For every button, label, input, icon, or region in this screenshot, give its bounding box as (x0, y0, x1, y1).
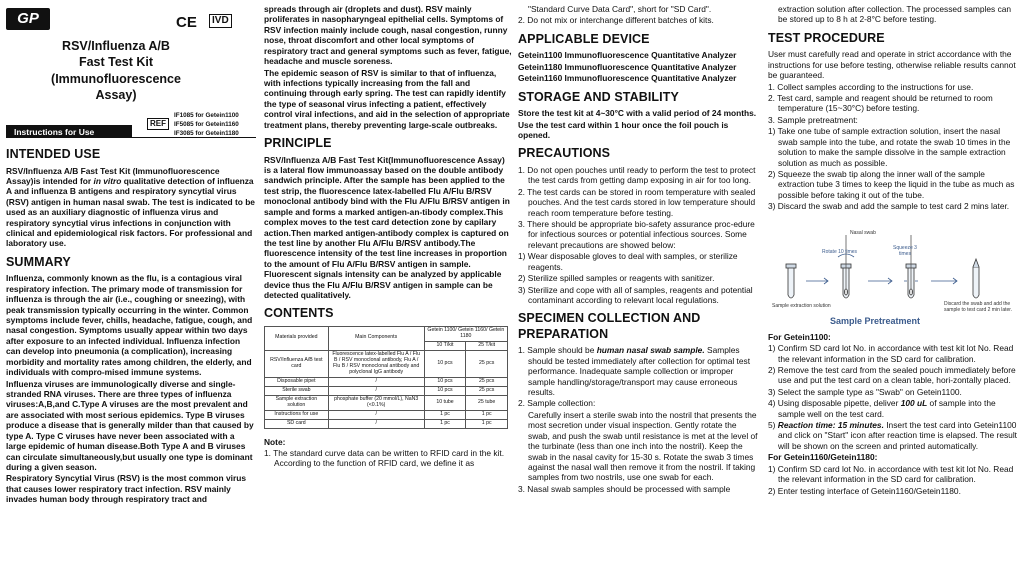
precaution-item: 2. The test cards can be stored in room temperature with sealed pouches. And the test cards stored in low temperature should reach room temperature before testing. (518, 186, 756, 218)
table-header: 10 T/kit (424, 341, 466, 350)
getein1100-step: 4) Using disposable pipette, deliver 100 uL of sample into the sample well on the test card. (768, 398, 996, 419)
device-item: Getein1180 Immunofluorescence Quantitative Analyzer (518, 61, 737, 72)
summary-paragraph: Influenza viruses are immunologically diverse and single-stranded RNA viruses. There are three types of influenza viruses:A,B,and C.Type A viruses are the most prevalent and are associated with most serious epidemics. Type B viruses produce a disease that is generally milder than that caused by type A. Type C viruses have never been associated with a large epidemic of human disease.Both Type A and B viruses can circulate simultaneously,but usually one type is dominant during a given season. (6, 378, 254, 472)
summary-paragraph: Influenza, commonly known as the flu, is a contagious viral respiratory infection. The primary mode of transmission for influenza is through the air (i.e., coughing or sneezing), with peak transmission typically occurring in the winter. Common symptoms include fever, chills, headache, fatigue, cough, and nasal congestion. Symptoms usually appear within two days after exposure to an infected individual. Influenza infection can develop into pneumonia (a complication), increasing morbidity and mortality rates among children, the elderly, and individuals with compro-mised immune systems. (6, 273, 253, 378)
device-item: Getein1160 Immunofluorescence Quantitative Analyzer (518, 73, 737, 84)
intended-use-heading: INTENDED USE (6, 147, 101, 161)
specimen-continued: extraction solution after collection. The processed samples can be stored up to 8 h at 2-8°C before testing. (778, 4, 1012, 25)
table-header: Main Components (328, 326, 424, 350)
procedure-step: 3. Sample pretreatment: (768, 114, 858, 125)
precaution-subitem: 2) Sterilize spilled samples or reagents with sanitizer. (518, 273, 715, 284)
company-logo: GP (6, 8, 50, 30)
table-header: Getein 1100/ Getein 1160/ Getein 1180 (424, 326, 507, 341)
pretreat-step: 2) Squeeze the swab tip along the inner wall of the sample extraction tube 3 times to keep the liquid in the tube as much as possible before taking it out of the tube. (768, 168, 1015, 200)
device-item: Getein1100 Immunofluorescence Quantitative Analyzer (518, 50, 737, 61)
specimen-heading: SPECIMEN COLLECTION AND PREPARATION (518, 311, 701, 341)
procedure-heading: TEST PROCEDURE (768, 30, 885, 45)
column-4 (768, 4, 1020, 574)
getein1100-step: 1) Confirm SD card lot No. in accordance with test kit lot No. Read the relevant information in the SD card for calibration. (768, 343, 1014, 364)
specimen-item: 2. Sample collection: (518, 398, 596, 409)
note-item: 2. Do not mix or interchange different batches of kits. (518, 15, 714, 26)
storage-text: Use the test card within 1 hour once the foil pouch is opened. (518, 119, 729, 140)
rotate-label: Rotate 10 times (822, 248, 858, 255)
ce-mark: CE (176, 14, 197, 31)
discard-swab-label: Discard the swab and add the sample to test card 2 min later. (944, 300, 1013, 313)
precaution-item: 3. There should be appropriate bio-safety assurance proc-edure for infectious sources or potential infectious sources. Some relevant precautions are showed below: (518, 218, 755, 250)
summary-heading: SUMMARY (6, 254, 71, 269)
note-label: Note: (264, 436, 286, 447)
table-row: Sterile swab / 10 pcs 25 pcs (265, 386, 508, 395)
precaution-subitem: 3) Sterilize and cope with all of samples, reagents and potential contaminant according to relevant local regulations. (518, 284, 753, 305)
column-3 (518, 4, 758, 574)
ref-item: IF5085 for Getein1160 (174, 121, 239, 129)
title-line-3: (Immunofluorescence Assay) (51, 71, 181, 102)
precaution-item: 1. Do not open pouches until ready to perform the test to protect the test cards from getting damp exposing in air for too long. (518, 164, 756, 186)
ref-item: IF1085 for Getein1100 (174, 112, 239, 119)
getein1100-step: 5) Reaction time: 15 minutes. Insert the test card into Getein1100 and click on "Start" icon after reaction time is elapsed. The result will be shown on the screen and printed automatically. (768, 420, 1018, 451)
ref-label: REF (147, 118, 169, 130)
table-row: Instructions for use / 1 pc 1 pc (265, 410, 508, 419)
table-row: SD card / 1 pc 1 pc (265, 419, 508, 428)
ivd-mark: IVD (209, 14, 232, 28)
precautions-heading: PRECAUTIONS (518, 146, 611, 161)
getein1100-step: 3) Select the sample type as "Swab" on Getein1100. (768, 386, 962, 397)
table-row: RSV/Influenza A/B test card Fluorescence latex-labelled Flu A / Flu B / RSV monoclonal antibody, Flu A / Flu B / RSV monoclonal antibody and polyclonal IgG antibody 10 pcs 25 pcs (265, 350, 508, 377)
summary-continued: spreads through air (droplets and dust). RSV mainly proliferates in nasopharyngeal epithelial cells. Symptoms of RSV infection mainly include cough, nasal congestion, runny nose, throat discomfort and other local symptoms of respiratory tract and general symptoms such as fever, fatigue, headache and muscle soreness. (264, 4, 512, 67)
pretreat-step: 1) Take one tube of sample extraction solution, insert the nasal swab sample into the tube, and rotate the swab 10 times in the solution to make the sample dissolve in the sample extraction solution as much as possible. (768, 126, 1011, 168)
pretreatment-illustration (768, 215, 1020, 315)
getein1100-heading: For Getein1100: (768, 331, 831, 342)
precaution-subitem: 1) Wear disposable gloves to deal with samples, or sterilize reagents. (518, 251, 738, 272)
storage-text: Store the test kit at 4~30°C with a valid period of 24 months. (518, 108, 757, 119)
intended-use-text: RSV/Influenza A/B Fast Test Kit (Immunofluorescence Assay)is intended for in vitro qualitative detection of influenza A and influenza B antigens and respiratory syncytial virus (RSV) antigen in human nasal swab. The test is indicated to be used as an auxiliary diagnostic of influenza virus and respiratory syncytial virus infections in conjunction with clinical and epidemiological risk factors. For professional and laboratory use. (6, 165, 255, 249)
principle-text: RSV/Influenza A/B Fast Test Kit(Immunofluorescence Assay) is a lateral flow immunoassay based on the double antibody sandwich principle. After the sample has been applied to the test strip, the fluorescence latex-labelled Flu A/Flu B/RSV monoclonal antibody bind with the Flu A/Flu B/RSV antigen in sample and forms a marked antigen-an-tibody complex.This complex moves to the test card detection zone by capilary action.Then marked antigen-antibody complex is captured on the test line by another Flu A/Flu B/RSV antibody.The fluorescence intensity of the test line increases in proportion to the amount of Flu A/Flu B/RSV antigen in sample. Fluorescent signals intensity can be analyzed by applicable device thus the Flu A/Flu B/RSV antigen in sample can be detected qualitatively. (264, 154, 510, 301)
ref-list (174, 111, 239, 138)
column-1 (6, 4, 256, 574)
extraction-solution-label: Sample extraction solution (772, 302, 831, 309)
getein1160-heading: For Getein1160/Getein1180: (768, 452, 878, 463)
table-header: Materials provided (265, 326, 329, 350)
storage-heading: STORAGE AND STABILITY (518, 89, 679, 104)
title-line-1: RSV/Influenza A/B (62, 39, 170, 53)
summary-paragraph: Respiratory Syncytial Virus (RSV) is the most common virus that causes lower respiratory tract infection. RSV mainly invades human body through respiratory tract and (6, 473, 246, 505)
procedure-intro: User must carefully read and operate in strict accordance with the instructions for use before testing, otherwise reliable results cannot be guaranteed. (768, 49, 1016, 81)
procedure-step: 2. Test card, sample and reagent should be returned to room temperature (15~30°C) before testing. (768, 93, 993, 114)
device-heading: APPLICABLE DEVICE (518, 31, 650, 46)
summary-continued: The epidemic season of RSV is similar to that of influenza, with infections typically increasing from the fall and continuing through early spring. The test can rapidly identify the type of seasonal virus infecting a patient, effectively control viral infections, and aid in the selection of appropriate treatment plans, thereby preventing large-scale outbreaks. (264, 67, 510, 130)
contents-table (264, 326, 508, 429)
instructions-banner: Instructions for Use (6, 125, 132, 138)
divider (6, 137, 256, 138)
getein1100-step: 2) Remove the test card from the sealed pouch immediately before use and put the test card on a clean table, hori-zontally placed. (768, 364, 1016, 386)
contents-heading: CONTENTS (264, 306, 334, 321)
nasal-swab-label: Nasal swab (850, 229, 876, 236)
sample-pretreatment-diagram (768, 215, 1020, 330)
squeeze-label: Squeeze 3 times (893, 244, 917, 257)
specimen-item: 3. Nasal swab samples should be processed with sample (518, 483, 731, 494)
note-continued: "Standard Curve Data Card", short for "SD Card". (528, 4, 712, 14)
column-2 (264, 4, 512, 574)
diagram-title: Sample Pretreatment (830, 315, 921, 326)
table-row: Disposable pipet / 10 pcs 25 pcs (265, 377, 508, 386)
principle-heading: PRINCIPLE (264, 136, 332, 151)
ref-item: IF3085 for Getein1180 (174, 130, 239, 138)
title-line-2: Fast Test Kit (78, 55, 154, 70)
pretreat-step: 3) Discard the swab and add the sample to test card 2 mins later. (768, 201, 1010, 212)
getein1160-step: 2) Enter testing interface of Getein1160/Getein1180. (768, 485, 961, 496)
note-item: 1. The standard curve data can be written to RFID card in the kit. According to the function of RFID card, we define it as (264, 447, 505, 469)
column-1-body (6, 147, 256, 506)
specimen-item: 1. Sample should be human nasal swab sample. Samples should be tested immediately after collection for optimal test performance. Inadequate sample collection or improper sample handling/storage/transport may cause erroneous results. (518, 345, 751, 398)
getein1160-step: 1) Confirm SD card lot No. in accordance with test kit lot No. Read the relevant information in the SD card for calibration. (768, 463, 1014, 485)
specimen-text: Carefully insert a sterile swab into the nostril that presents the most secretion under visual inspection. Gently rotate the swab, and push the swab until resistance is met at the level of the turbinate (less than one inch into the nostril). Keep the swab in the nasal cavity for 15-30 s. Rotate the swab 3 times against the nasal wall then remove it from the nostril. If taking samples from two nostrils, use one swab for each. (528, 409, 758, 483)
procedure-step: 1. Collect samples according to the instructions for use. (768, 81, 974, 92)
table-header: 25 T/kit (466, 341, 508, 350)
product-title (41, 38, 191, 103)
table-row: Sample extraction solution phosphate buffer (20 mmol/L), NaN3 (<0.1%) 10 tube 25 tube (265, 395, 508, 410)
